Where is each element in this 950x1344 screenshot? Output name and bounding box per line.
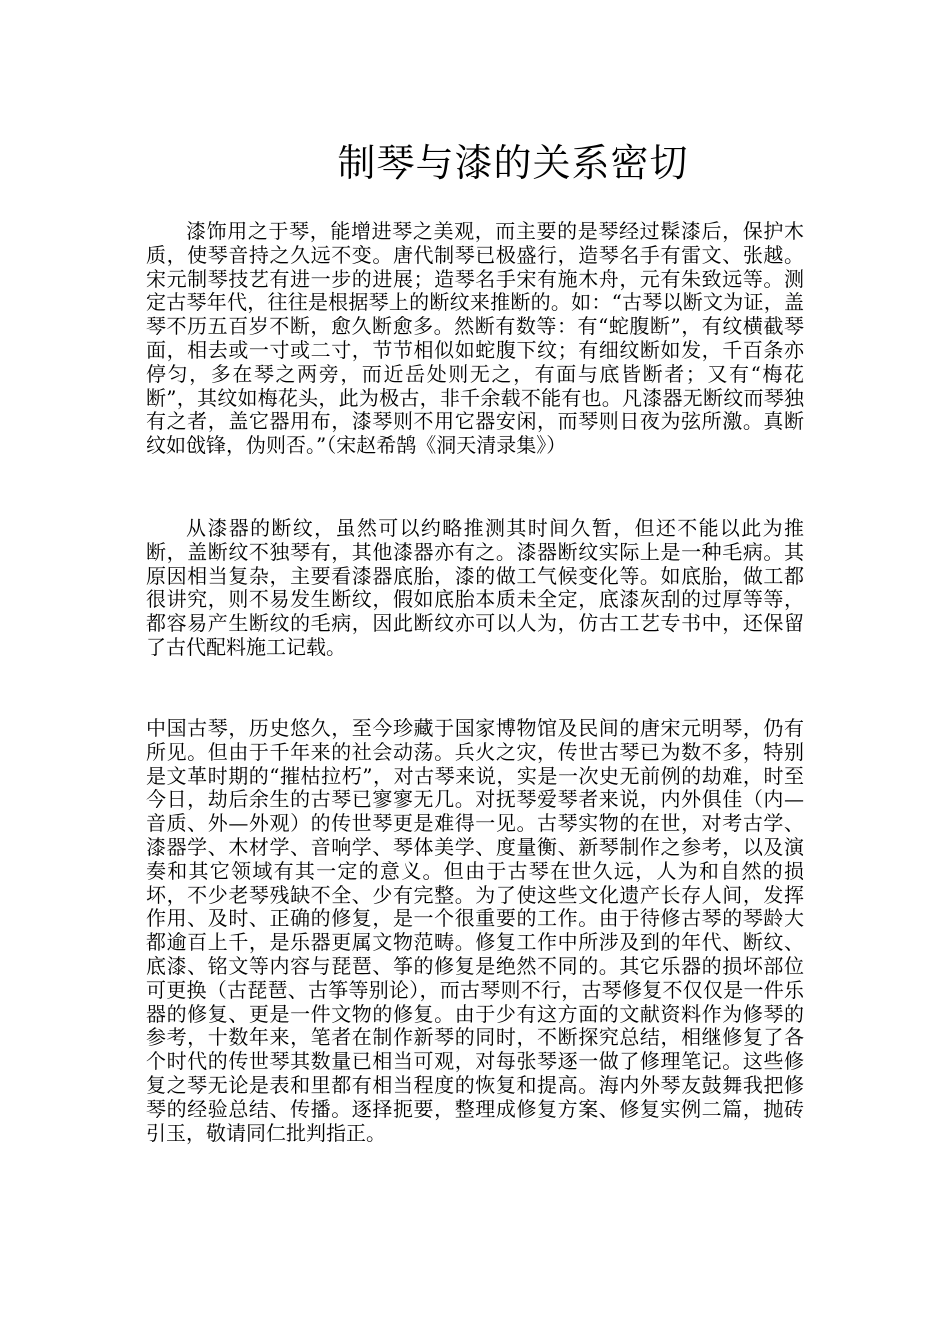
document-title: 制琴与漆的关系密切 xyxy=(337,141,689,185)
paragraph-qin-restoration: 中国古琴，历史悠久，至今珍藏于国家博物馆及民间的唐宋元明琴，仍有所见。但由于千年来的社会动荡。兵火之灾，传世古琴已为数不多，特别是文革时期的“摧枯拉朽”，对古琴来说，实是一次史无前例的劫难，时至今日，劫后余生的古琴已寥寥无几。对抚琴爱琴者来说，内外俱佳（内—音质、外—外观）的传世琴更是难得一见。古琴实物的在世，对考古学、漆器学、木材学、音响学、琴体美学、度量衡、新琴制作之参考，以及演奏和其它领域有其一定的意义。但由于古琴在世久远，人为和自然的损坏，不少老琴残缺不全、少有完整。为了使这些文化遗产长存人间，发挥作用、及时、正确的修复，是一个很重要的工作。由于待修古琴的琴龄大都逾百上千，是乐器更属文物范畴。修复工作中所涉及到的年代、断纹、底漆、铭文等内容与琵琶、筝的修复是绝然不同的。其它乐器的损坏部位可更换（古琵琶、古筝等别论），而古琴则不行，古琴修复不仅仅是一件乐器的修复、更是一件文物的修复。由于少有这方面的文献资料作为修琴的参考，十数年来，笔者在制作新琴的同时，不断探究总结，相继修复了各个时代的传世琴其数量已相当可观，对每张琴逐一做了修理笔记。这些修复之琴无论是表和里都有相当程度的恢复和提高。海内外琴友鼓舞我把修琴的经验总结、传播。逐择扼要，整理成修复方案、修复实例二篇，抛砖引玉，敬请同仁批判指正。 xyxy=(146,717,804,1145)
paragraph-crack-patterns: 从漆器的断纹，虽然可以约略推测其时间久暂，但还不能以此为推断，盖断纹不独琴有，其他漆器亦有之。漆器断纹实际上是一种毛病。其原因相当复杂，主要看漆器底胎，漆的做工气候变化等。如底胎，做工都很讲究，则不易发生断纹，假如底胎本质未全定，底漆灰刮的过厚等等，都容易产生断纹的毛病，因此断纹亦可以人为，仿古工艺专书中，还保留了古代配料施工记载。 xyxy=(146,517,804,659)
paragraph-lacquer-intro: 漆饰用之于琴，能增进琴之美观，而主要的是琴经过髹漆后，保护木质，使琴音持之久远不变。唐代制琴已极盛行，造琴名手有雷文、张越。宋元制琴技艺有进一步的进展；造琴名手宋有施木舟，元有朱致远等。测定古琴年代，往往是根据琴上的断纹来推断的。如：“古琴以断文为证，盖琴不历五百岁不断，愈久断愈多。然断有数等：有“蛇腹断”，有纹横截琴面，相去或一寸或二寸，节节相似如蛇腹下纹；有细纹断如发，千百条亦停匀，多在琴之两旁，而近岳处则无之，有面与底皆断者；又有“梅花断”，其纹如梅花头，此为极古，非千余载不能有也。凡漆器无断纹而琴独有之者，盖它器用布，漆琴则不用它器安闲，而琴则日夜为弦所激。真断纹如戗锋，伪则否。”（宋赵希鹄《洞天清录集》） xyxy=(146,220,804,458)
